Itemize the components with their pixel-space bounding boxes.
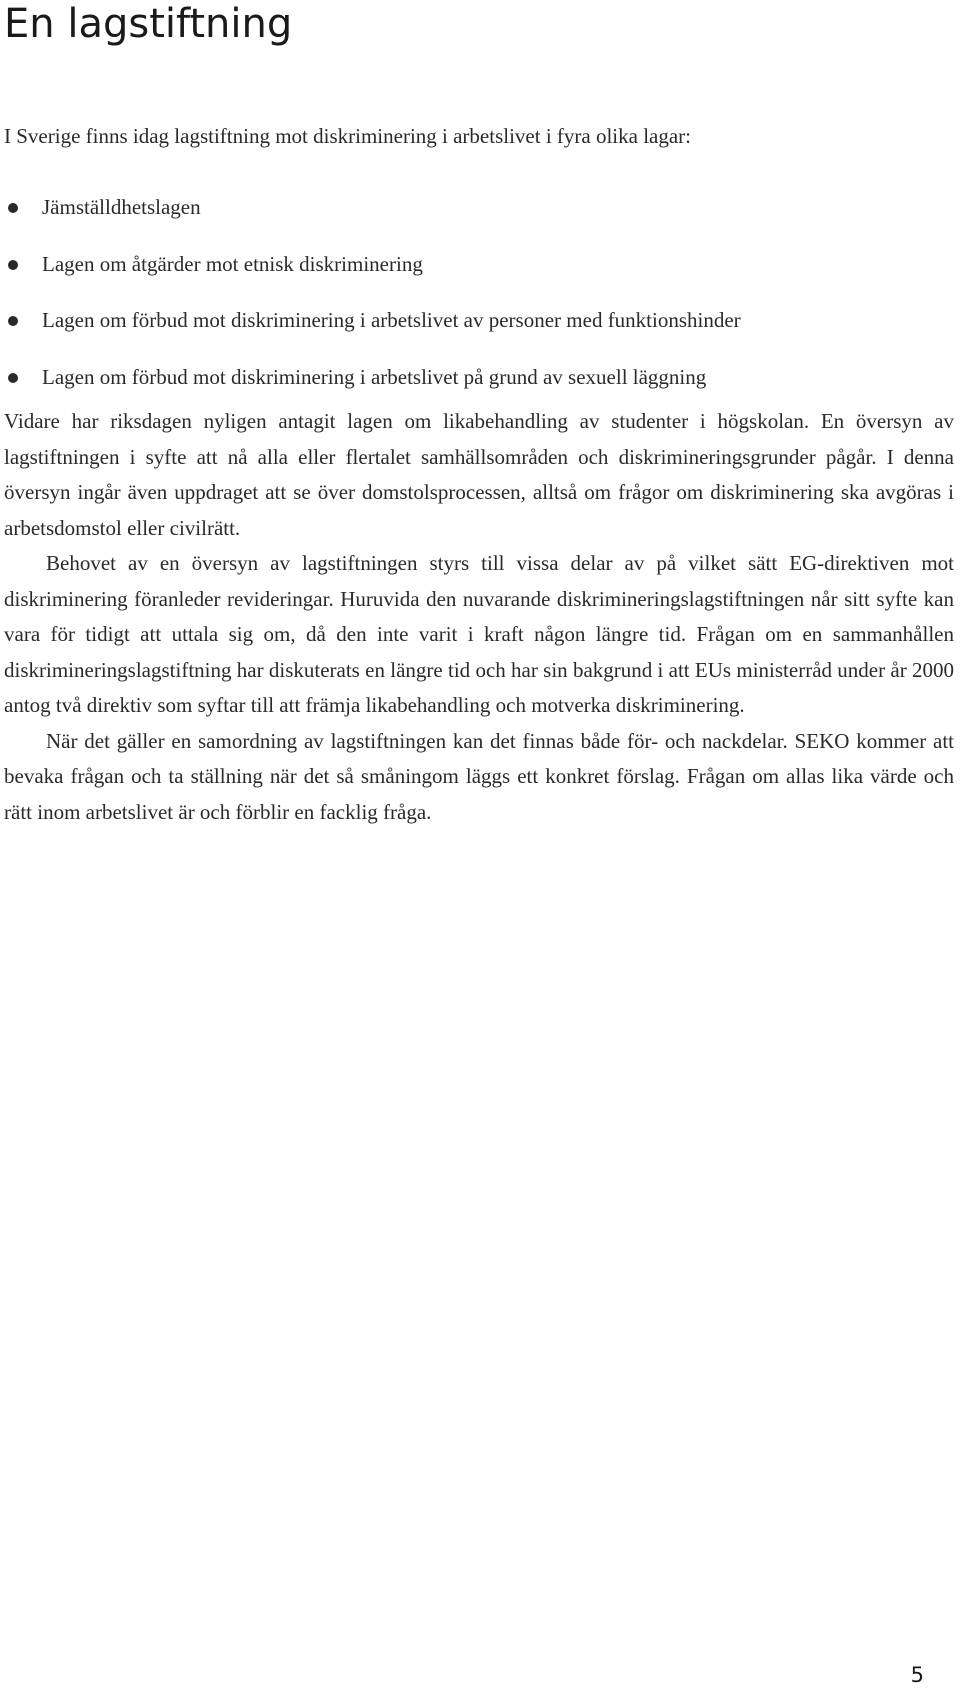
laws-list (4, 195, 741, 421)
list-item (4, 252, 741, 309)
list-item (4, 308, 741, 365)
page-title: En lagstiftning (4, 1, 293, 47)
page-number: 5 (910, 1663, 924, 1687)
law-name: Lagen om åtgärder mot etnisk diskriminering (42, 251, 423, 276)
paragraph: Vidare har riksdagen nyligen antagit lagen om likabehandling av studenter i högskolan. En översyn av lagstiftningen i syfte att nå alla eller flertalet samhällsområden och diskrimineringsgrunder pågår. I denna översyn ingår även uppdraget att se över domstolsprocessen, alltså om frågor om diskriminering ska avgöras i arbetsdomstol eller civilrätt. (4, 409, 954, 540)
paragraph: När det gäller en samordning av lagstiftningen kan det finnas både för- och nackdelar. SEKO kommer att bevaka frågan och ta ställning när det så småningom läggs ett konkret förslag. Frågan om allas lika värde och rätt inom arbetslivet är och förblir en facklig fråga. (4, 728, 954, 824)
body-text (4, 404, 954, 830)
intro-text: I Sverige finns idag lagstiftning mot diskriminering i arbetslivet i fyra olika lagar: (4, 124, 692, 148)
bullet-icon (8, 203, 18, 213)
law-name: Jämställdhetslagen (42, 195, 201, 219)
bullet-icon (8, 373, 18, 383)
bullet-icon (8, 316, 18, 326)
law-name: Lagen om förbud mot diskriminering i arbetslivet av personer med funktionshinder (42, 308, 741, 332)
list-item (4, 195, 741, 252)
bullet-icon (8, 260, 18, 270)
law-name: Lagen om förbud mot diskriminering i arbetslivet på grund av sexuell läggning (42, 364, 707, 389)
paragraph: Behovet av en översyn av lagstiftningen styrs till vissa delar av på vilket sätt EG-direktiven mot diskriminering föranleder revideringar. Huruvida den nuvarande diskrimineringslagstiftningen når sitt syfte kan vara för tidigt att uttala sig om, då den inte varit i kraft någon längre tid. Frågan om en sammanhållen diskrimineringslagstiftning har diskuterats en längre tid och har sin bakgrund i att EUs ministerråd under år 2000 antog två direktiv som syftar till att främja likabehandling och motverka diskriminering. (4, 551, 954, 717)
